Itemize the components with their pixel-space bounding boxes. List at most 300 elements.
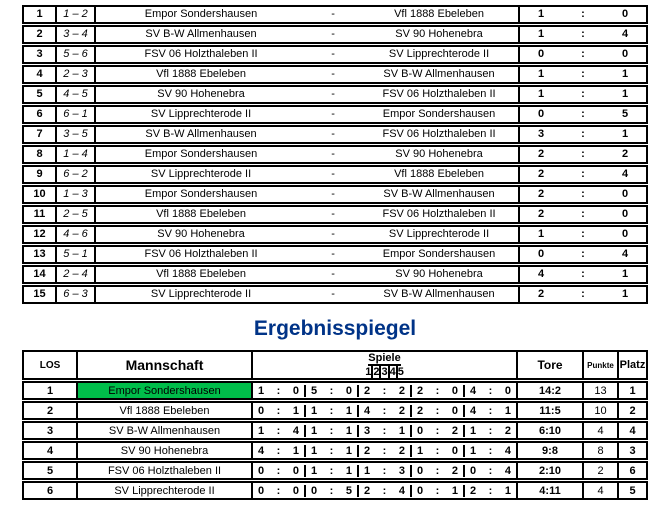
los-number: 2 [24,403,78,418]
game-score-cell [357,465,410,477]
team-separator: - [331,208,335,220]
header-game-2: 2 [373,366,380,378]
game-score-cell [357,485,410,497]
game-score-colon: : [329,484,334,497]
game-away-score: 0 [504,384,511,397]
game-score-cell [463,405,516,417]
game-score-colon: : [276,404,281,417]
game-away-score: 4 [504,464,511,477]
team-separator: - [331,188,335,200]
away-team: Empor Sondershausen [382,108,496,120]
game-score-colon: : [276,444,281,457]
home-score: 4 [537,268,545,280]
game-score-cell [463,425,516,437]
game-score-cell [357,445,410,457]
match-row [22,225,648,244]
game-home-score: 4 [470,404,477,417]
away-score: 5 [621,108,629,120]
punkte-value: 10 [582,403,617,418]
home-score: 0 [537,108,545,120]
game-score-cell [304,425,357,437]
score-cell [518,87,646,102]
away-score: 1 [621,128,629,140]
tore-against: 8 [551,444,558,457]
match-row [22,105,648,124]
away-team: FSV 06 Holzthaleben II [382,128,496,140]
team-separator: - [331,268,335,280]
teams-cell [96,107,518,122]
home-team: Vfl 1888 Ebeleben [156,208,246,220]
header-mannschaft: Mannschaft [78,352,253,378]
match-number: 6 [24,107,57,122]
games-cells [253,403,516,418]
game-home-score: 1 [470,444,477,457]
game-score-cell [304,405,357,417]
platz-value: 2 [617,403,646,418]
game-home-score: 1 [417,444,424,457]
away-score: 0 [621,188,629,200]
page-title: Ergebnisspiegel [253,317,417,340]
home-team: SV Lipprechterode II [150,168,252,180]
game-away-score: 3 [398,464,405,477]
score-colon: : [581,228,585,240]
platz-value: 5 [617,483,646,498]
game-away-score: 5 [345,484,352,497]
home-score: 1 [537,228,545,240]
header-spiele: Spiele [368,352,401,364]
away-score: 0 [621,228,629,240]
game-score-colon: : [435,444,440,457]
home-team: Vfl 1888 Ebeleben [156,268,246,280]
teams-cell [96,227,518,242]
game-home-score: 1 [311,404,318,417]
game-away-score: 2 [398,404,405,417]
away-score: 4 [621,168,629,180]
score-cell [518,207,646,222]
tore-cell [516,383,582,398]
pairing-label: 4 – 6 [57,227,96,242]
standings-table [22,350,648,500]
away-team: Empor Sondershausen [382,248,496,260]
match-row [22,125,648,144]
game-home-score: 1 [258,424,265,437]
games-cells [253,463,516,478]
header-spiele-group [253,352,516,378]
away-team: SV Lipprechterode II [388,48,490,60]
game-score-cell [253,385,304,397]
team-separator: - [331,48,335,60]
tore-for: 2 [538,464,546,477]
platz-value: 6 [617,463,646,478]
game-score-colon: : [435,404,440,417]
standings-rows [22,381,648,500]
away-team: SV B-W Allmenhausen [383,68,495,80]
match-row [22,185,648,204]
header-game-4: 4 [389,366,396,378]
score-colon: : [581,48,585,60]
score-colon: : [581,268,585,280]
score-colon: : [581,28,585,40]
pairing-label: 2 – 4 [57,267,96,282]
away-team: Vfl 1888 Ebeleben [394,8,484,20]
team-separator: - [331,68,335,80]
game-home-score: 2 [364,444,371,457]
game-score-colon: : [488,444,493,457]
game-score-cell [463,385,516,397]
games-cells [253,423,516,438]
game-home-score: 5 [311,384,318,397]
away-team: SV B-W Allmenhausen [383,288,495,300]
match-row [22,205,648,224]
game-score-colon: : [382,484,387,497]
teams-cell [96,267,518,282]
pairing-label: 1 – 4 [57,147,96,162]
game-home-score: 4 [258,444,265,457]
home-score: 3 [537,128,545,140]
score-cell [518,287,646,302]
game-score-cell [357,405,410,417]
home-team: Vfl 1888 Ebeleben [156,68,246,80]
match-number: 1 [24,7,57,22]
game-home-score: 1 [311,424,318,437]
home-score: 2 [537,208,545,220]
game-score-cell [253,445,304,457]
header-los: LOS [24,352,78,378]
platz-value: 1 [617,383,646,398]
game-score-cell [410,465,463,477]
teams-cell [96,127,518,142]
tore-for: 4 [539,484,546,497]
team-separator: - [331,28,335,40]
game-score-cell [357,385,410,397]
game-score-colon: : [329,384,334,397]
game-home-score: 4 [364,404,371,417]
game-score-colon: : [435,484,440,497]
game-home-score: 0 [417,484,424,497]
home-team: SV 90 Hohenebra [157,228,245,240]
game-score-colon: : [435,464,440,477]
game-home-score: 2 [417,384,424,397]
game-score-colon: : [488,464,493,477]
match-number: 15 [24,287,57,302]
tore-for: 14 [538,384,552,397]
document-body [22,5,648,501]
standings-row [22,401,648,420]
punkte-value: 4 [582,483,617,498]
game-score-colon: : [276,464,281,477]
team-name: SV Lipprechterode II [78,483,253,498]
game-home-score: 1 [311,464,318,477]
teams-cell [96,187,518,202]
game-home-score: 4 [470,384,477,397]
away-score: 4 [621,28,629,40]
pairing-label: 6 – 2 [57,167,96,182]
home-team: SV Lipprechterode II [150,288,252,300]
home-score: 1 [537,88,545,100]
home-score: 1 [537,68,545,80]
match-number: 9 [24,167,57,182]
standings-row [22,421,648,440]
team-name: FSV 06 Holzthaleben II [78,463,253,478]
game-home-score: 0 [417,464,424,477]
score-colon: : [581,248,585,260]
standings-row [22,481,648,500]
game-away-score: 0 [292,484,299,497]
teams-cell [96,147,518,162]
game-home-score: 0 [258,404,265,417]
pairing-label: 4 – 5 [57,87,96,102]
game-away-score: 0 [292,384,299,397]
game-score-cell [410,405,463,417]
match-number: 12 [24,227,57,242]
game-score-colon: : [329,464,334,477]
punkte-value: 13 [582,383,617,398]
team-name: SV 90 Hohenebra [78,443,253,458]
game-score-cell [410,385,463,397]
game-score-colon: : [382,404,387,417]
tore-against: 5 [554,404,561,417]
game-home-score: 2 [364,384,371,397]
teams-cell [96,207,518,222]
game-away-score: 0 [345,384,352,397]
tore-colon: : [545,464,549,477]
teams-cell [96,7,518,22]
games-cells [253,383,516,398]
game-score-cell [410,425,463,437]
home-score: 0 [537,248,545,260]
score-cell [518,67,646,82]
score-cell [518,267,646,282]
game-score-cell [410,485,463,497]
team-name: SV B-W Allmenhausen [78,423,253,438]
score-cell [518,127,646,142]
away-score: 0 [621,8,629,20]
away-team: FSV 06 Holzthaleben II [382,88,496,100]
score-cell [518,27,646,42]
teams-cell [96,287,518,302]
team-separator: - [331,128,335,140]
team-name: Vfl 1888 Ebeleben [78,403,253,418]
game-score-cell [253,425,304,437]
pairing-label: 5 – 6 [57,47,96,62]
tore-against: 11 [549,484,561,497]
standings-header-row [22,350,648,380]
game-away-score: 1 [345,444,352,457]
teams-cell [96,47,518,62]
game-away-score: 1 [345,464,352,477]
game-score-colon: : [488,424,493,437]
game-score-colon: : [435,424,440,437]
game-away-score: 1 [504,404,511,417]
game-score-cell [463,485,516,497]
tore-against: 10 [548,424,562,437]
game-score-colon: : [276,384,281,397]
team-separator: - [331,108,335,120]
game-score-cell [463,445,516,457]
game-score-cell [253,485,304,497]
games-cells [253,443,516,458]
match-row [22,25,648,44]
game-score-cell [304,465,357,477]
score-cell [518,227,646,242]
game-home-score: 0 [417,424,424,437]
away-score: 0 [621,208,629,220]
game-score-cell [304,445,357,457]
score-colon: : [581,68,585,80]
away-team: Vfl 1888 Ebeleben [394,168,484,180]
los-number: 3 [24,423,78,438]
pairing-label: 1 – 2 [57,7,96,22]
game-away-score: 2 [398,444,405,457]
home-team: Empor Sondershausen [144,148,258,160]
score-colon: : [581,288,585,300]
game-away-score: 1 [345,424,352,437]
tore-against: 10 [548,464,562,477]
away-team: SV B-W Allmenhausen [383,188,495,200]
match-number: 10 [24,187,57,202]
game-home-score: 0 [311,484,318,497]
game-score-colon: : [329,444,334,457]
team-separator: - [331,148,335,160]
tore-for: 9 [542,444,549,457]
away-score: 0 [621,48,629,60]
score-colon: : [581,148,585,160]
home-score: 0 [537,48,545,60]
tore-for: 6 [538,424,546,437]
score-colon: : [581,188,585,200]
game-away-score: 0 [292,464,299,477]
header-game-1: 1 [365,366,372,378]
match-number: 13 [24,247,57,262]
standings-row [22,381,648,400]
game-score-colon: : [382,464,387,477]
game-away-score: 0 [451,384,458,397]
away-team: SV 90 Hohenebra [395,268,483,280]
game-away-score: 4 [398,484,405,497]
away-team: FSV 06 Holzthaleben II [382,208,496,220]
game-away-score: 2 [451,464,458,477]
tore-colon: : [545,484,550,497]
game-score-colon: : [276,424,281,437]
game-score-cell [253,465,304,477]
score-colon: : [581,128,585,140]
match-number: 14 [24,267,57,282]
tore-against: 2 [554,384,562,397]
game-home-score: 0 [258,484,265,497]
match-number: 8 [24,147,57,162]
away-score: 2 [621,148,629,160]
teams-cell [96,247,518,262]
header-punkte: Punkte [582,352,617,378]
game-away-score: 1 [292,404,299,417]
score-cell [518,7,646,22]
game-home-score: 0 [470,464,477,477]
match-row [22,245,648,264]
score-colon: : [581,108,585,120]
score-cell [518,187,646,202]
pairing-label: 2 – 3 [57,67,96,82]
punkte-value: 8 [582,443,617,458]
header-tore: Tore [516,352,582,378]
match-row [22,285,648,304]
game-away-score: 0 [451,444,458,457]
match-row [22,165,648,184]
score-colon: : [581,88,585,100]
home-score: 1 [537,28,545,40]
match-row [22,145,648,164]
game-score-cell [253,405,304,417]
game-score-colon: : [435,384,440,397]
los-number: 6 [24,483,78,498]
home-team: FSV 06 Holzthaleben II [144,48,258,60]
punkte-value: 2 [582,463,617,478]
home-team: SV B-W Allmenhausen [145,128,257,140]
pairing-label: 3 – 5 [57,127,96,142]
game-score-cell [357,425,410,437]
teams-cell [96,167,518,182]
score-colon: : [581,168,585,180]
match-number: 11 [24,207,57,222]
game-home-score: 1 [258,384,265,397]
game-away-score: 2 [398,384,405,397]
home-score: 1 [537,8,545,20]
team-separator: - [331,88,335,100]
tore-cell [516,463,582,478]
game-score-colon: : [382,424,387,437]
tore-colon: : [545,424,549,437]
header-game-numbers [365,366,404,378]
game-away-score: 1 [292,444,299,457]
game-score-colon: : [276,484,281,497]
game-home-score: 3 [364,424,371,437]
game-home-score: 1 [311,444,318,457]
game-away-score: 4 [504,444,511,457]
score-colon: : [581,8,585,20]
game-away-score: 1 [451,484,458,497]
tore-cell [516,443,582,458]
game-away-score: 1 [345,404,352,417]
game-score-colon: : [488,484,493,497]
teams-cell [96,27,518,42]
game-score-cell [463,465,516,477]
home-team: SV 90 Hohenebra [157,88,245,100]
game-home-score: 2 [364,484,371,497]
header-game-3: 3 [381,366,388,378]
away-team: SV Lipprechterode II [388,228,490,240]
game-home-score: 0 [258,464,265,477]
pairing-label: 5 – 1 [57,247,96,262]
pairing-label: 6 – 3 [57,287,96,302]
match-row [22,45,648,64]
teams-cell [96,67,518,82]
match-row [22,85,648,104]
score-cell [518,167,646,182]
pairing-label: 1 – 3 [57,187,96,202]
home-score: 2 [537,148,545,160]
game-home-score: 1 [364,464,371,477]
platz-value: 4 [617,423,646,438]
match-row [22,5,648,24]
game-away-score: 2 [504,424,511,437]
home-score: 2 [537,168,545,180]
tore-for: 11 [539,404,551,417]
match-row [22,65,648,84]
tore-cell [516,403,582,418]
home-score: 2 [537,188,545,200]
game-score-colon: : [329,424,334,437]
match-number: 4 [24,67,57,82]
home-score: 2 [537,288,545,300]
